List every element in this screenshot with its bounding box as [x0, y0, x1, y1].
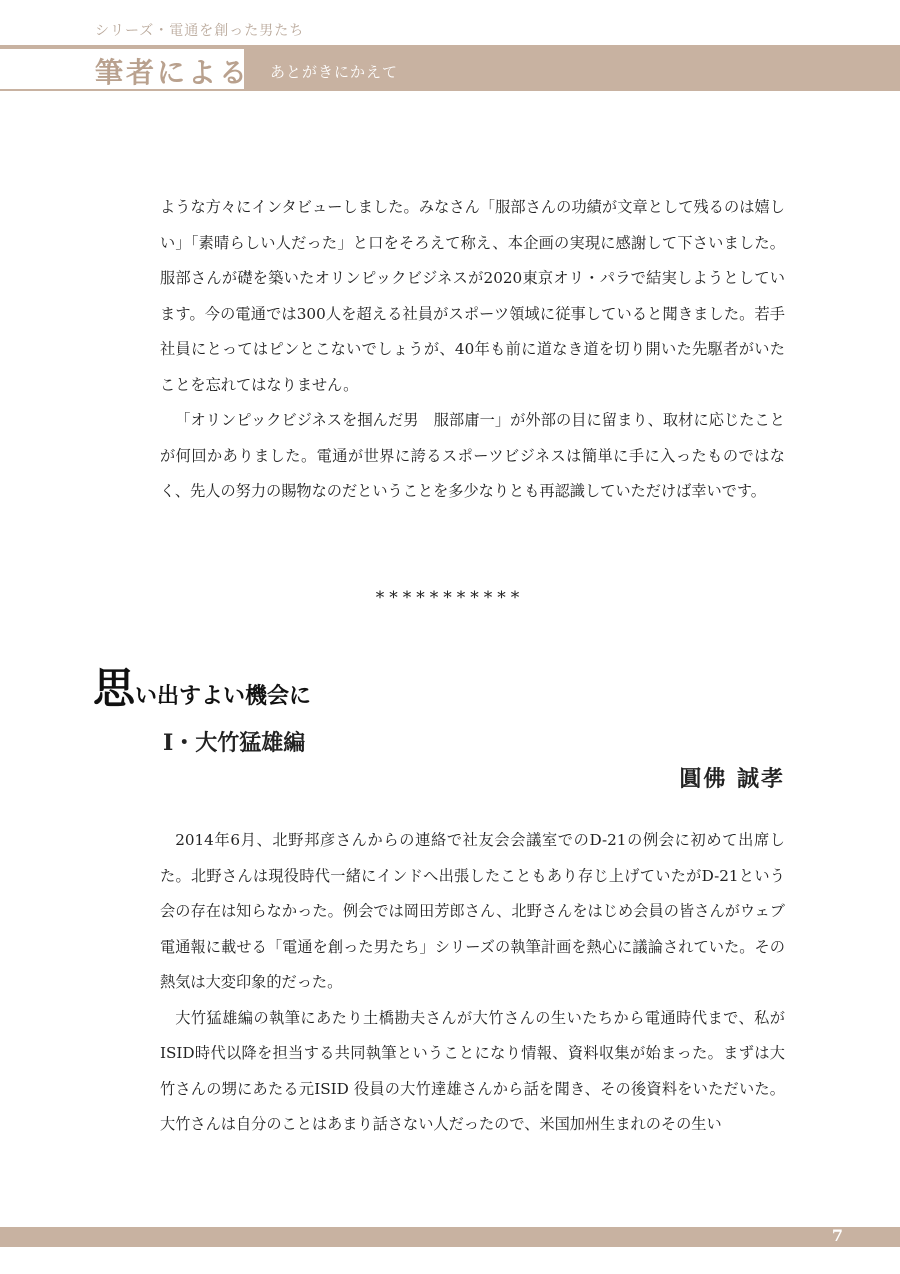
paragraph: 「オリンピックビジネスを掴んだ男 服部庸一」が外部の目に留まり、取材に応じたことが何回かありました。電通が世界に誇るスポーツビジネスは簡単に手に入ったものではなく、先人の努力の賜物なのだということを多少なりとも再認識していただけば幸いです。: [160, 411, 785, 500]
page-number: 7: [831, 1226, 843, 1245]
header-subtitle: あとがきにかえて: [270, 63, 399, 81]
series-label: シリーズ・電通を創った男たち: [95, 23, 305, 39]
body-text-upper: [160, 190, 785, 510]
section-title-initial: 思: [93, 664, 136, 713]
footer-band: [0, 1227, 900, 1247]
paragraph: 大竹猛雄編の執筆にあたり土橋勘夫さんが大竹さんの生いたちから電通時代まで、私がISID時代以降を担当する共同執筆ということになり情報、資料収集が始まった。まずは大竹さんの甥にあたる元ISID 役員の大竹達雄さんから話を聞き、その後資料をいただいた。大竹さんは自分のことはあまり話さない人だったので、米国加州生まれのその生い: [160, 1008, 785, 1133]
paragraph: 2014年6月、北野邦彦さんからの連絡で社友会会議室でのD-21の例会に初めて出席した。北野さんは現役時代一緒にインドへ出張したこともあり存じ上げていたがD-21という会の存在は知らなかった。例会では岡田芳郎さん、北野さんをはじめ会員の皆さんがウェブ電通報に載せる「電通を創った男たち」シリーズの執筆計画を熱心に議論されていた。その熱気は大変印象的だった。: [160, 831, 785, 991]
section-separator: ***********: [375, 588, 525, 608]
body-text-lower: [160, 823, 785, 1143]
section-title: [93, 656, 311, 716]
section-subtitle: Ⅰ・大竹猛雄編: [163, 730, 306, 756]
section-title-rest: い出すよい機会に: [135, 684, 312, 709]
paragraph: ような方々にインタビューしました。みなさん「服部さんの功績が文章として残るのは嬉しい」「素晴らしい人だった」と口をそろえて称え、本企画の実現に感謝して下さいました。服部さんが礎を築いたオリンピックビジネスが2020東京オリ・パラで結実しようとしています。今の電通では300人を超える社員がスポーツ領域に従事していると聞きました。若手社員にとってはピンとこないでしょうが、40年も前に道なき道を切り開いた先駆者がいたことを忘れてはなりません。: [160, 198, 785, 394]
author-name: 圓佛 誠孝: [679, 766, 785, 792]
header-title: 筆者による: [95, 56, 251, 89]
